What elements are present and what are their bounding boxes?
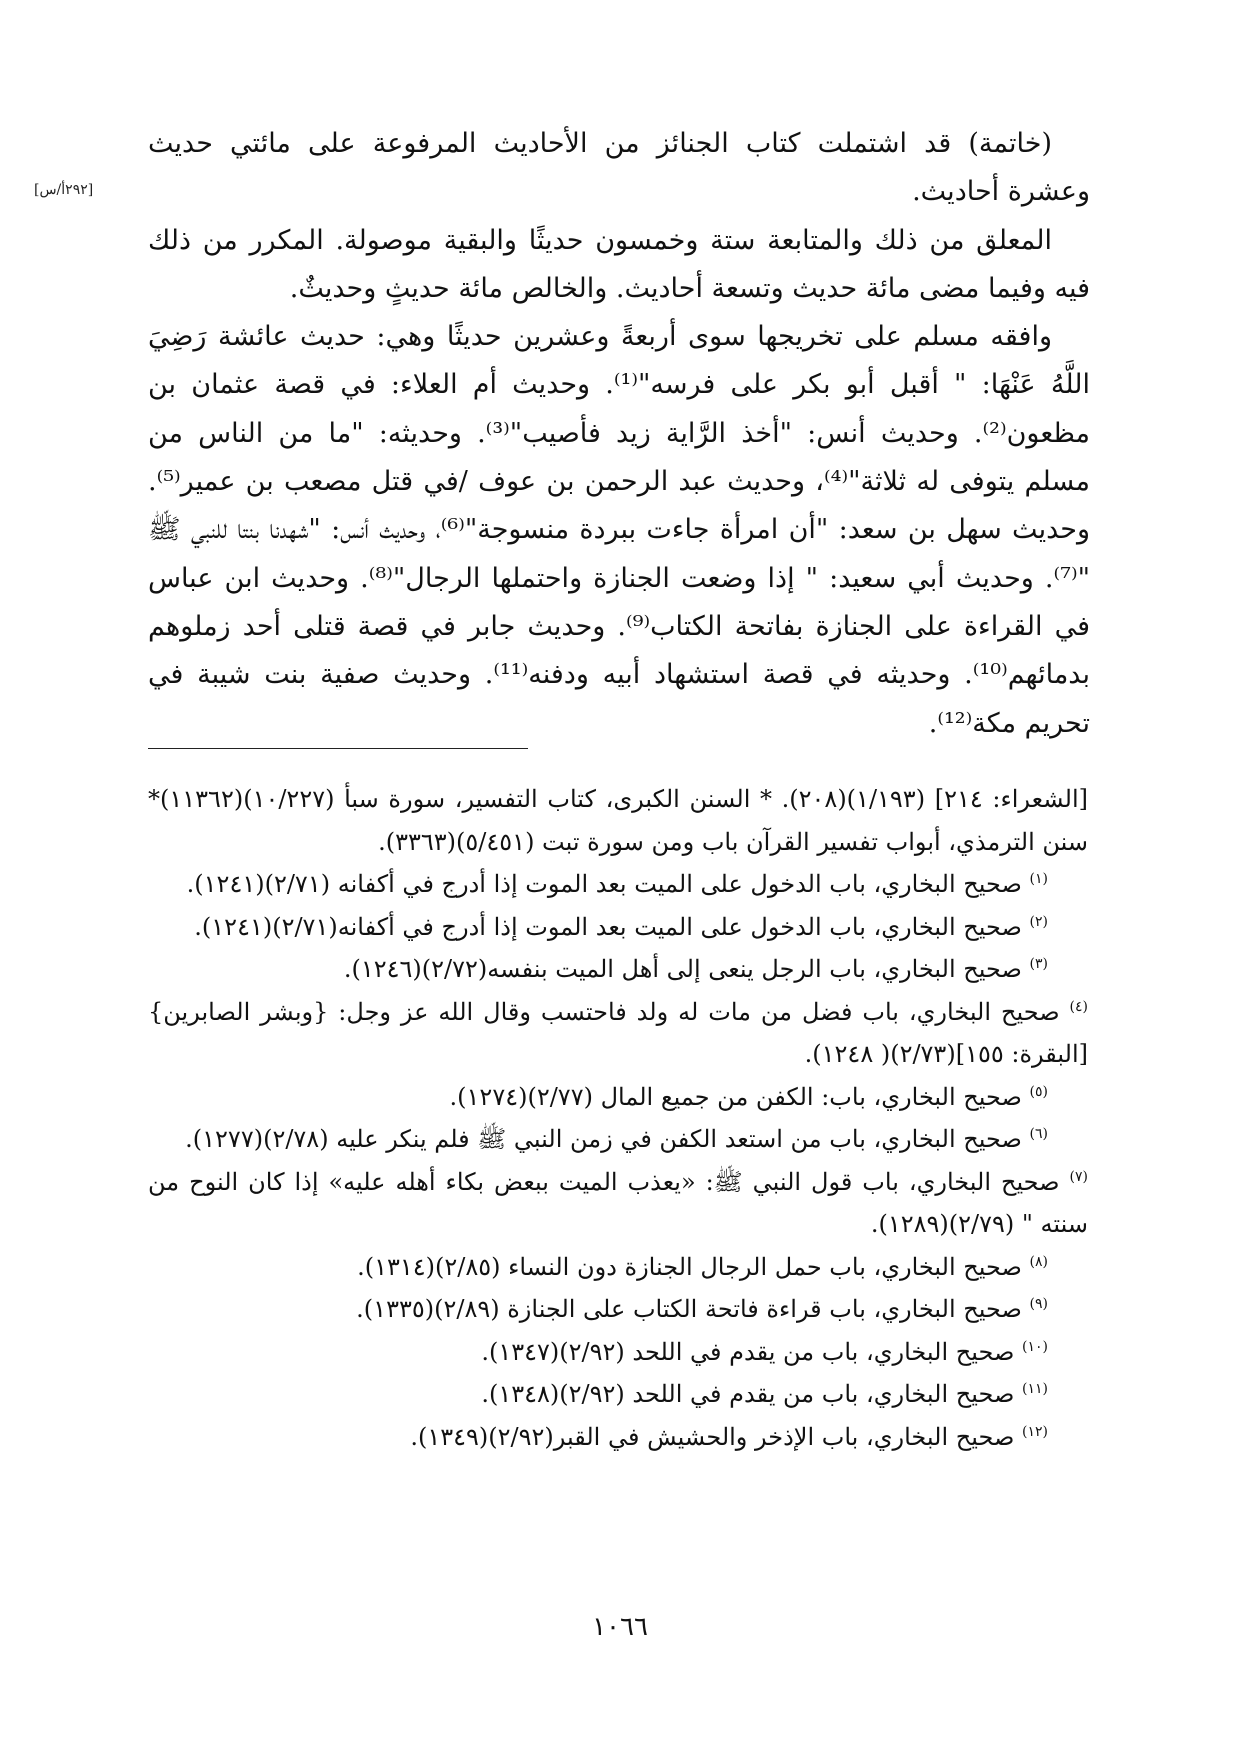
footnote-prev — [148, 778, 1088, 863]
footnote-mark: (٦) — [1029, 1126, 1048, 1142]
footnote-mark: (٨) — [1029, 1253, 1048, 1270]
footnote-text: صحيح البخاري، باب: الكفن من جميع المال (٢/٧٧)(١٢٧٤). — [449, 1082, 1022, 1111]
footnote-7 — [148, 1161, 1088, 1246]
footnote-mark: (٣) — [1029, 956, 1048, 972]
footnote-mark: (٥) — [1029, 1083, 1048, 1100]
footnote-separator — [148, 748, 528, 749]
footnote-text: صحيح البخاري، باب من يقدم في اللحد (٢/٩٢)(١٣٤٨). — [481, 1380, 1015, 1408]
footnote-6 — [148, 1118, 1088, 1161]
footnote-5 — [148, 1076, 1088, 1119]
footnote-text: صحيح البخاري، باب قراءة فاتحة الكتاب على الجنازة (٢/٨٩)(١٣٣٥). — [356, 1295, 1022, 1323]
footnote-mark: (١٢) — [1022, 1423, 1048, 1440]
footnote-2 — [148, 906, 1088, 949]
footnote-mark: (١) — [1029, 871, 1048, 887]
footnote-text: صحيح البخاري، باب الإذخر والحشيش في القبر(٢/٩٢)(١٣٤٩). — [410, 1422, 1015, 1451]
footnote-10 — [148, 1331, 1088, 1374]
footnote-text: صحيح البخاري، باب الرجل ينعى إلى أهل الميت بنفسه(٢/٧٢)(١٢٤٦). — [343, 955, 1022, 983]
footnote-4 — [148, 991, 1088, 1076]
footnote-text: صحيح البخاري، باب فضل من مات له ولد فاحتسب وقال الله عز وجل: {وبشر الصابرين} [البقرة: ١٥٥](٢/٧٣)( ١٢٤٨). — [148, 997, 1088, 1068]
footnote-mark: (١١) — [1022, 1381, 1048, 1397]
footnote-1 — [148, 863, 1088, 906]
margin-note: [٢٩٢أ/س] — [34, 182, 94, 198]
footnote-3 — [148, 948, 1088, 991]
footnote-8 — [148, 1246, 1088, 1289]
footnotes — [148, 778, 1088, 1458]
footnote-text: [الشعراء: ٢١٤] (١/١٩٣)(٢٠٨). * السنن الكبرى، كتاب التفسير، سورة سبأ (١٠/٢٢٧)(١١٣٦٢)* سنن الترمذي، أبواب تفسير القرآن باب ومن سورة تبت (٥/٤٥١)(٣٣٦٣). — [148, 785, 1089, 856]
footnote-text: صحيح البخاري، باب من يقدم في اللحد (٢/٩٢)(١٣٤٧). — [481, 1337, 1015, 1366]
paragraph-muslim-agreement: وافقه مسلم على تخريجها سوى أربعةً وعشرين حديثًا وهي: حديث عائشة رَضِيَ اللَّهُ عَنْهَا: " أقبل أبو بكر على فرسه"⁽¹⁾. وحديث أم العلاء: في قصة عثمان بن مظعون⁽²⁾. وحديث أنس: "أخذ الرَّاية زيد فأصيب"⁽³⁾. وحديثه: "ما من الناس من مسلم يتوفى له ثلاثة"⁽⁴⁾، وحديث عبد الرحمن بن عوف /في قتل مصعب بن عمير⁽⁵⁾. وحديث سهل بن سعد: "أن امرأة جاءت ببردة منسوجة"⁽⁶⁾، وحديث أنس: "شهدنا بنتا للنبي ﷺ "⁽⁷⁾. وحديث أبي سعيد: " إذا وضعت الجنازة واحتملها الرجال"⁽⁸⁾. وحديث ابن عباس في القراءة على الجنازة بفاتحة الكتاب⁽⁹⁾. وحديث جابر في قصة قتلى أحد زملوهم بدمائهم⁽¹⁰⁾. وحديثه في قصة استشهاد أبيه ودفنه⁽¹¹⁾. وحديث صفية بنت شيبة في تحريم مكة⁽¹²⁾. — [148, 321, 1090, 739]
paragraph-muallaq: المعلق من ذلك والمتابعة ستة وخمسون حديثًا والبقية موصولة. المكرر من ذلك فيه وفيما مضى مائة حديث وتسعة أحاديث. والخالص مائة حديثٍ وحديثٌ. — [148, 224, 1090, 304]
footnote-text: صحيح البخاري، باب حمل الرجال الجنازة دون النساء (٢/٨٥)(١٣١٤). — [357, 1252, 1022, 1281]
footnote-text: صحيح البخاري، باب قول النبي ﷺ: «يعذب الميت ببعض بكاء أهله عليه» إذا كان النوح من سنته " (٢/٧٩)(١٢٨٩). — [148, 1167, 1088, 1238]
footnote-mark: (١٠) — [1022, 1338, 1048, 1355]
footnote-text: صحيح البخاري، باب الدخول على الميت بعد الموت إذا أدرج في أكفانه (٢/٧١)(١٢٤١). — [186, 870, 1022, 898]
footnote-mark: (٢) — [1029, 913, 1048, 930]
footnote-9 — [148, 1288, 1088, 1331]
footnote-text: صحيح البخاري، باب الدخول على الميت بعد الموت إذا أدرج في أكفانه(٢/٧١)(١٢٤١). — [194, 912, 1022, 941]
footnote-mark: (٧) — [1069, 1168, 1088, 1185]
footnote-mark: (٤) — [1069, 998, 1088, 1015]
page-number: ١٠٦٦ — [592, 1612, 648, 1642]
main-text — [148, 120, 1090, 748]
footnote-text: صحيح البخاري، باب من استعد الكفن في زمن النبي ﷺ فلم ينكر عليه (٢/٧٨)(١٢٧٧). — [185, 1125, 1022, 1153]
footnote-12 — [148, 1416, 1088, 1459]
footnote-11 — [148, 1373, 1088, 1416]
footnote-mark: (٩) — [1029, 1296, 1048, 1312]
paragraph-khatima: (خاتمة) قد اشتملت كتاب الجنائز من الأحاديث المرفوعة على مائتي حديث وعشرة أحاديث. — [148, 128, 1090, 208]
